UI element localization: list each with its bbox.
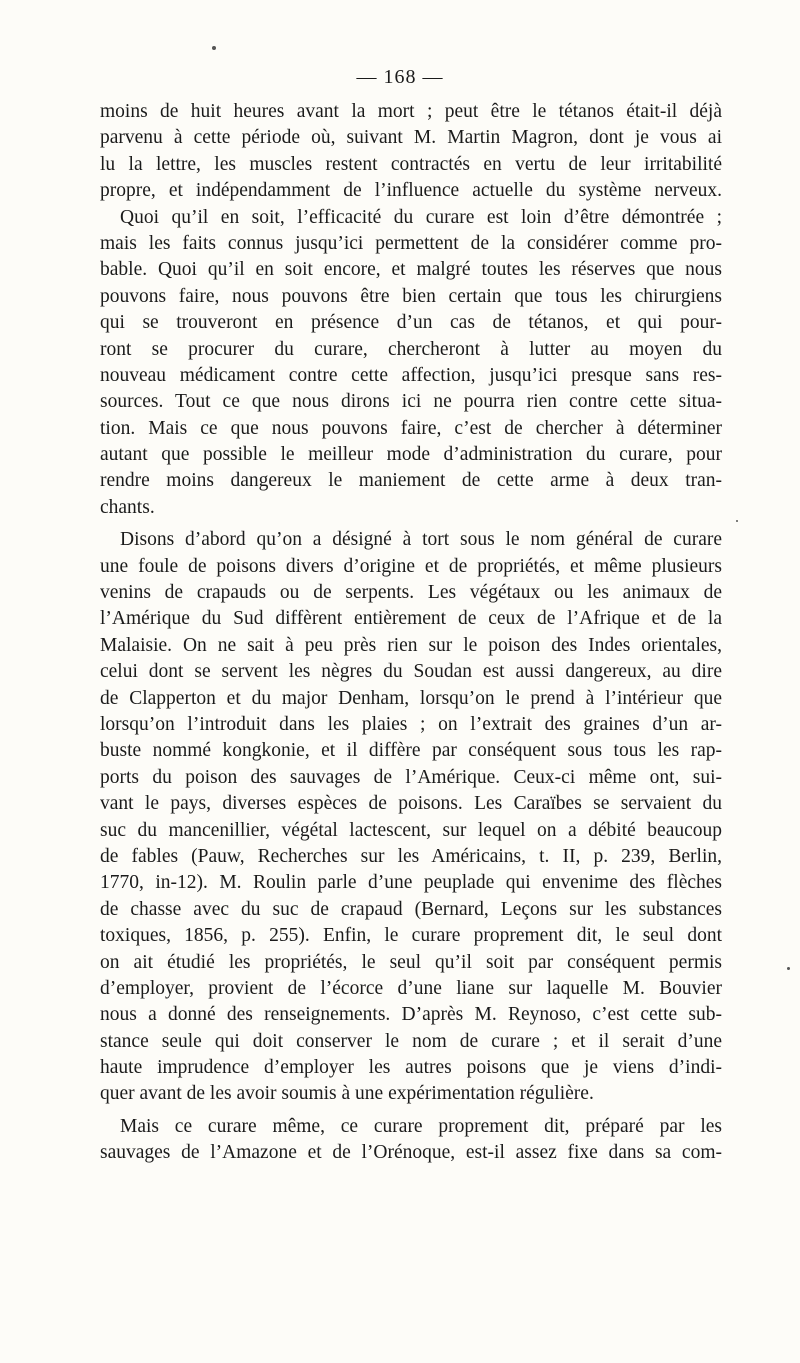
text-line: quer avant de les avoir soumis à une expérimentation régulière. bbox=[100, 1083, 594, 1105]
text-line: qui se trouveront en présence d’un cas de tétanos, et qui pour- bbox=[100, 312, 722, 334]
text-line: ports du poison des sauvages de l’Amérique. Ceux-ci même ont, sui- bbox=[100, 766, 722, 788]
paragraph-1 bbox=[100, 99, 722, 521]
text-line: sauvages de l’Amazone et de l’Orénoque, est-il assez fixe dans sa com- bbox=[100, 1142, 722, 1164]
text-line: moins de huit heures avant la mort ; peut être le tétanos était-il déjà bbox=[100, 101, 722, 122]
text-line: lorsqu’on l’introduit dans les plaies ; on l’extrait des graines d’un ar- bbox=[100, 713, 722, 735]
text-line: Mais ce curare même, ce curare proprement dit, préparé par les bbox=[120, 1115, 722, 1137]
text-line: propre, et indépendamment de l’influence actuelle du système nerveux. bbox=[100, 180, 722, 202]
text-line: nous a donné des renseignements. D’après M. Reynoso, c’est cette sub- bbox=[100, 1004, 722, 1026]
text-line: rendre moins dangereux le maniement de cette arme à deux tran- bbox=[100, 470, 722, 492]
paragraph-2 bbox=[100, 527, 722, 1108]
text-line: vant le pays, diverses espèces de poisons. Les Caraïbes se servaient du bbox=[100, 793, 722, 815]
text-line: celui dont se servent les nègres du Soudan est aussi dangereux, au dire bbox=[100, 661, 722, 683]
text-line: ront se procurer du curare, chercheront à lutter au moyen du bbox=[100, 338, 722, 360]
text-line: de Clapperton et du major Denham, lorsqu’on le prend à l’intérieur que bbox=[100, 687, 722, 709]
text-line: parvenu à cette période où, suivant M. Martin Magron, dont je vous ai bbox=[100, 127, 722, 149]
text-line: de chasse avec du suc de crapaud (Bernard, Leçons sur les substances bbox=[100, 898, 722, 920]
text-line: toxiques, 1856, p. 255). Enfin, le curare proprement dit, le seul dont bbox=[100, 925, 722, 947]
text-line: 1770, in-12). M. Roulin parle d’une peuplade qui envenime des flèches bbox=[100, 872, 722, 894]
text-line: chants. bbox=[100, 496, 155, 518]
text-line: mais les faits connus jusqu’ici permettent de la considérer comme pro- bbox=[100, 232, 722, 254]
text-line: autant que possible le meilleur mode d’administration du curare, pour bbox=[100, 444, 722, 466]
page-number: — 168 — bbox=[356, 66, 444, 88]
text-line: lu la lettre, les muscles restent contractés en vertu de leur irritabilité bbox=[100, 153, 722, 175]
paragraph-3 bbox=[100, 1114, 722, 1167]
text-line: Disons d’abord qu’on a désigné à tort sous le nom général de curare bbox=[120, 529, 722, 551]
text-line: haute imprudence d’employer les autres poisons que je viens d’indi- bbox=[100, 1057, 722, 1079]
text-line: stance seule qui doit conserver le nom de curare ; et il serait d’une bbox=[100, 1030, 722, 1052]
text-line: de fables (Pauw, Recherches sur les Américains, t. II, p. 239, Berlin, bbox=[100, 845, 722, 867]
text-line: buste nommé kongkonie, et il diffère par conséquent sous tous les rap- bbox=[100, 740, 722, 762]
text-line: bable. Quoi qu’il en soit encore, et malgré toutes les réserves que nous bbox=[100, 259, 722, 281]
text-line: on ait étudié les propriétés, le seul qu’il soit par conséquent permis bbox=[100, 951, 722, 973]
text-line: l’Amérique du Sud diffèrent entièrement de ceux de l’Afrique et de la bbox=[100, 608, 722, 630]
text-line: sources. Tout ce que nous dirons ici ne pourra rien contre cette situa- bbox=[100, 391, 722, 413]
body-text bbox=[100, 99, 722, 1167]
text-line: Malaisie. On ne sait à peu près rien sur le poison des Indes orientales, bbox=[100, 634, 722, 656]
text-line: Quoi qu’il en soit, l’efficacité du curare est loin d’être démontrée ; bbox=[120, 206, 722, 228]
text-line: tion. Mais ce que nous pouvons faire, c’est de chercher à déterminer bbox=[100, 417, 722, 439]
text-line: d’employer, provient de l’écorce d’une liane sur laquelle M. Bouvier bbox=[100, 977, 722, 999]
text-line: une foule de poisons divers d’origine et de propriétés, et même plusieurs bbox=[100, 555, 722, 577]
text-line: pouvons faire, nous pouvons être bien certain que tous les chirurgiens bbox=[100, 285, 722, 307]
text-line: suc du mancenillier, végétal lactescent, sur lequel on a débité beaucoup bbox=[100, 819, 722, 841]
text-line: nouveau médicament contre cette affection, jusqu’ici presque sans res- bbox=[100, 364, 722, 386]
text-line: venins de crapauds ou de serpents. Les végétaux ou les animaux de bbox=[100, 582, 722, 604]
